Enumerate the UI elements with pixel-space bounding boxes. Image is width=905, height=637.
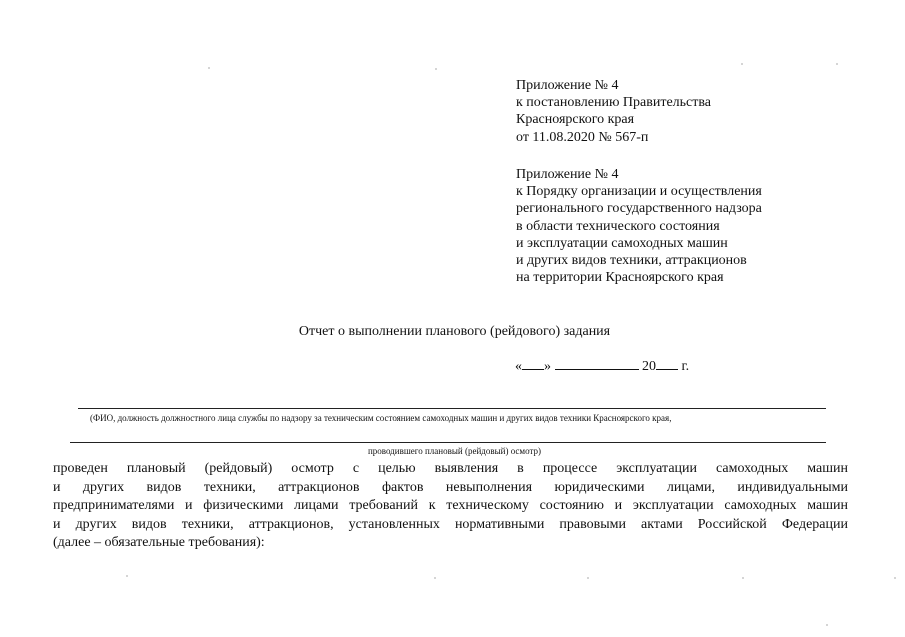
- body-line: (далее – обязательные требования):: [53, 535, 265, 551]
- date-year-blank: [656, 356, 678, 370]
- appendix-title: Приложение № 4: [516, 78, 619, 93]
- date-open-quote: «: [515, 359, 522, 374]
- appendix-line: в области технического состояния: [516, 218, 720, 234]
- scan-speck: [434, 577, 436, 579]
- conducted-caption: проводившего плановый (рейдовый) осмотр): [367, 446, 542, 456]
- appendix-title: Приложение № 4: [516, 167, 619, 182]
- report-title: Отчет о выполнении планового (рейдового) задания: [298, 324, 611, 339]
- scan-speck: [741, 63, 743, 65]
- appendix-header-procedure: [516, 166, 762, 286]
- body-line: предпринимателями и физическими лицами требований к техническому состоянию и эксплуатации самоходных машин: [53, 498, 848, 514]
- official-caption: (ФИО, должность должностного лица службы по надзору за техническим состоянием самоходных машин и других видов техники Красноярского края,: [90, 413, 672, 423]
- date-century: 20: [642, 359, 656, 374]
- appendix-line: Красноярского края: [516, 112, 635, 128]
- date-month-blank: [555, 356, 639, 370]
- scan-speck: [826, 624, 828, 626]
- body-line: и других видов техники, аттракционов, установленных нормативными правовыми актами Российской Федерации: [53, 516, 848, 532]
- appendix-line: и других видов техники, аттракционов: [516, 253, 747, 269]
- appendix-line: регионального государственного надзора: [516, 201, 762, 217]
- body-line: проведен плановый (рейдовый) осмотр с целью выявления в процессе эксплуатации самоходных машин: [53, 461, 848, 476]
- appendix-header-resolution: [516, 77, 711, 146]
- scan-speck: [208, 67, 210, 69]
- scan-speck: [894, 577, 896, 579]
- scan-speck: [587, 577, 589, 579]
- appendix-line: на территории Красноярского края: [516, 270, 724, 286]
- official-name-fill-line-2: [70, 442, 826, 443]
- date-suffix: г.: [681, 359, 690, 374]
- report-date-line: [515, 356, 689, 376]
- scan-speck: [126, 575, 128, 577]
- appendix-line: и эксплуатации самоходных машин: [516, 235, 728, 251]
- body-line: и других видов техники, аттракционов фактов невыполнения юридическими лицами, индивидуальными: [53, 479, 848, 495]
- date-day-blank: [522, 356, 544, 370]
- scan-speck: [836, 63, 838, 65]
- official-name-fill-line: [78, 408, 826, 409]
- scan-speck: [435, 68, 437, 70]
- appendix-line: к Порядку организации и осуществления: [516, 184, 762, 200]
- date-close-quote: »: [544, 359, 551, 374]
- scan-speck: [742, 577, 744, 579]
- body-paragraph: [53, 460, 848, 553]
- appendix-line: к постановлению Правительства: [516, 95, 712, 111]
- appendix-date-number: от 11.08.2020 № 567-п: [516, 129, 649, 145]
